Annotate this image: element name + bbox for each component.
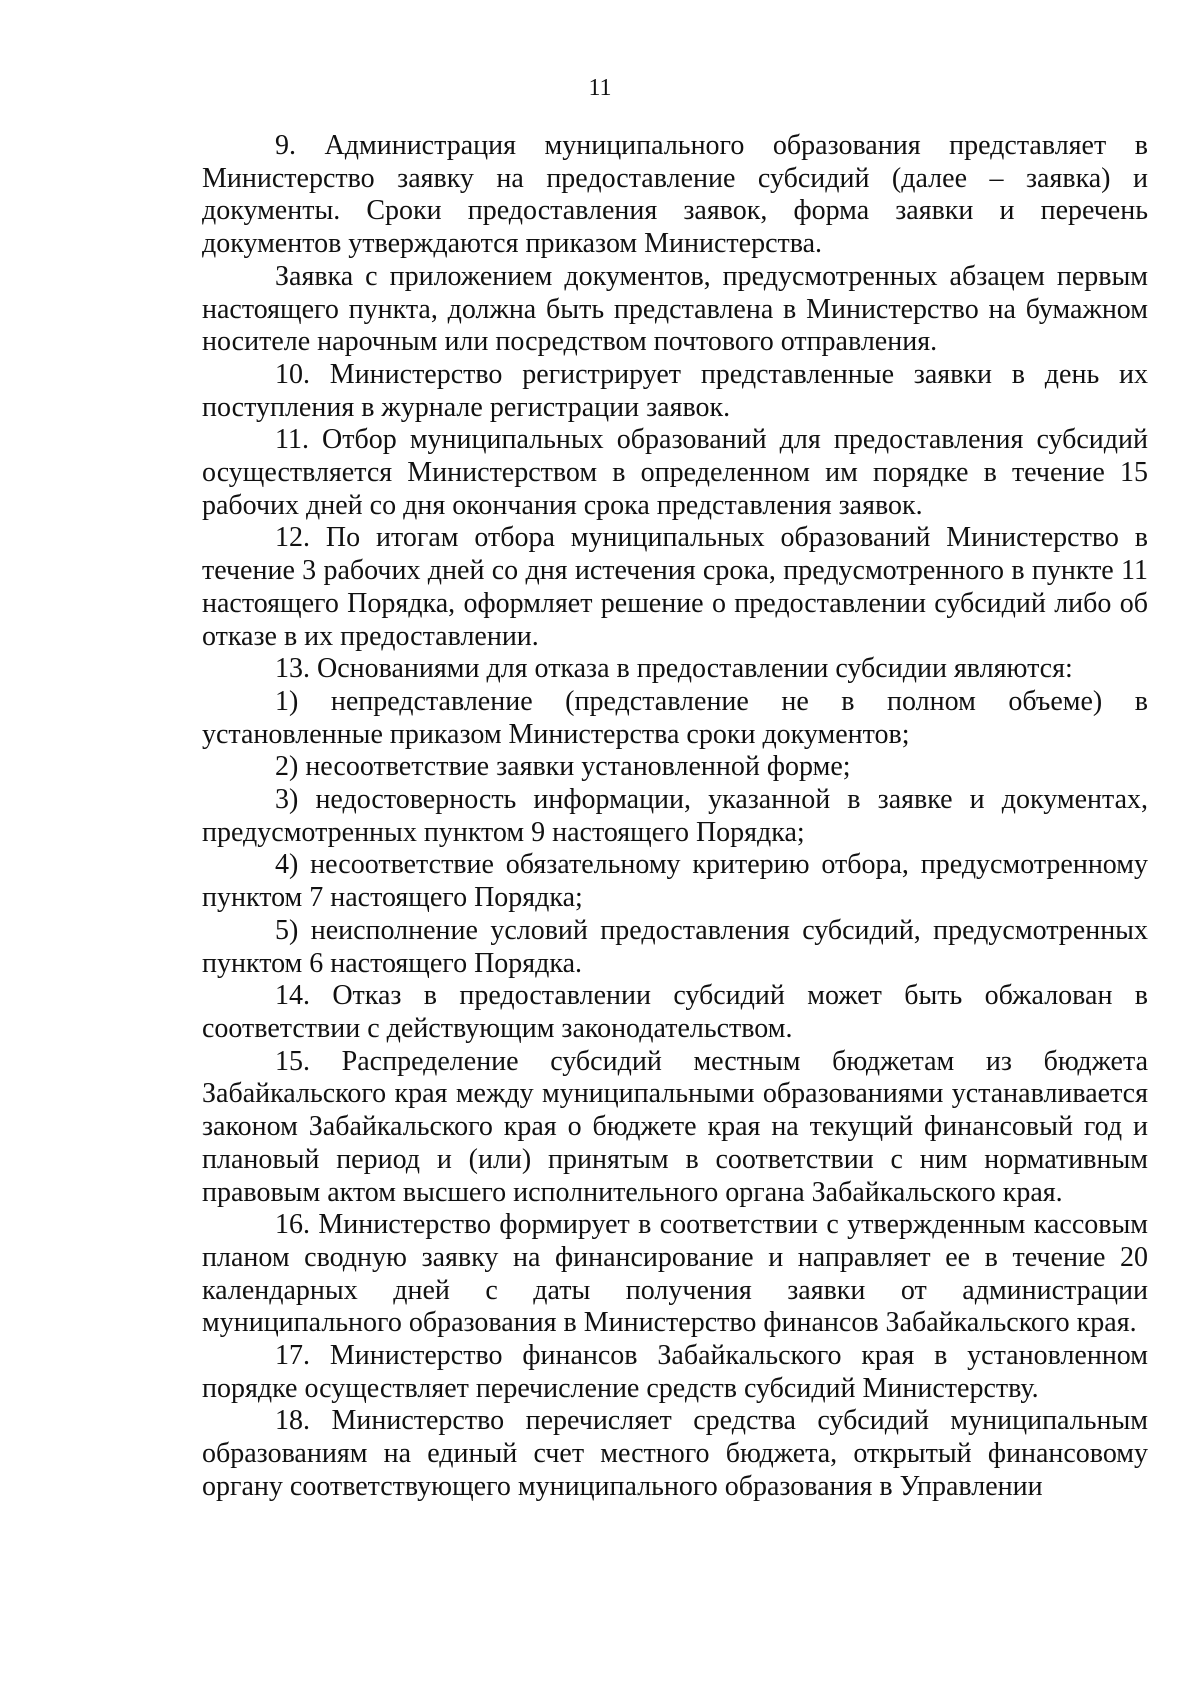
paragraph-10: 10. Министерство регистрирует представленные заявки в день их поступления в журнале регистрации заявок.	[202, 358, 1148, 423]
list-item-13-3: 3) недостоверность информации, указанной в заявке и документах, предусмотренных пунктом 9 настоящего Порядка;	[202, 784, 1148, 848]
paragraph-13: 13. Основаниями для отказа в предоставлении субсидии являются:	[275, 653, 1073, 685]
paragraph-17: 17. Министерство финансов Забайкальского края в установленном порядке осуществляет перечисление средств субсидий Министерству.	[202, 1340, 1148, 1404]
paragraph-9: 9. Администрация муниципального образования представляет в Министерство заявку на предоставление субсидий (далее – заявка) и документы. Сроки предоставления заявок, форма заявки и перечень документов утверждаются приказом Министерства.	[202, 130, 1148, 260]
paragraph-9-application: Заявка с приложением документов, предусмотренных абзацем первым настоящего пункта, должна быть представлена в Министерство на бумажном носителе нарочным или посредством почтового отправления.	[202, 260, 1148, 358]
list-item-13-5: 5) неисполнение условий предоставления субсидий, предусмотренных пунктом 6 настоящего Порядка.	[202, 914, 1148, 979]
paragraph-18: 18. Министерство перечисляет средства субсидий муниципальным образованиям на единый счет местного бюджета, открытый финансовому органу соответствующего муниципального образования в Управлении	[202, 1405, 1148, 1502]
document-body	[202, 130, 1148, 1504]
paragraph-15: 15. Распределение субсидий местным бюджетам из бюджета Забайкальского края между муниципальными образованиями устанавливается законом Забайкальского края о бюджете края на текущий финансовый год и плановый период и (или) принятым в соответствии с ним нормативным правовым актом высшего исполнительного органа Забайкальского края.	[202, 1045, 1148, 1208]
paragraph-14: 14. Отказ в предоставлении субсидий может быть обжалован в соответствии с действующим законодательством.	[202, 980, 1148, 1044]
list-item-13-2: 2) несоответствие заявки установленной форме;	[275, 751, 851, 783]
paragraph-12: 12. По итогам отбора муниципальных образований Министерство в течение 3 рабочих дней со дня истечения срока, предусмотренного в пункте 11 настоящего Порядка, оформляет решение о предоставлении субсидий либо об отказе в их предоставлении.	[202, 522, 1148, 652]
paragraph-11: 11. Отбор муниципальных образований для предоставления субсидий осуществляется Министерством в определенном им порядке в течение 15 рабочих дней со дня окончания срока представления заявок.	[202, 424, 1148, 521]
list-item-13-4: 4) несоответствие обязательному критерию отбора, предусмотренному пунктом 7 настоящего Порядка;	[202, 849, 1148, 914]
paragraph-16: 16. Министерство формирует в соответствии с утвержденным кассовым планом сводную заявку на финансирование и направляет ее в течение 20 календарных дней с даты получения заявки от администрации муниципального образования в Министерство финансов Забайкальского края.	[202, 1209, 1148, 1339]
page-number: 11	[588, 75, 612, 101]
list-item-13-1: 1) непредставление (представление не в полном объеме) в установленные приказом Министерства сроки документов;	[202, 685, 1148, 750]
